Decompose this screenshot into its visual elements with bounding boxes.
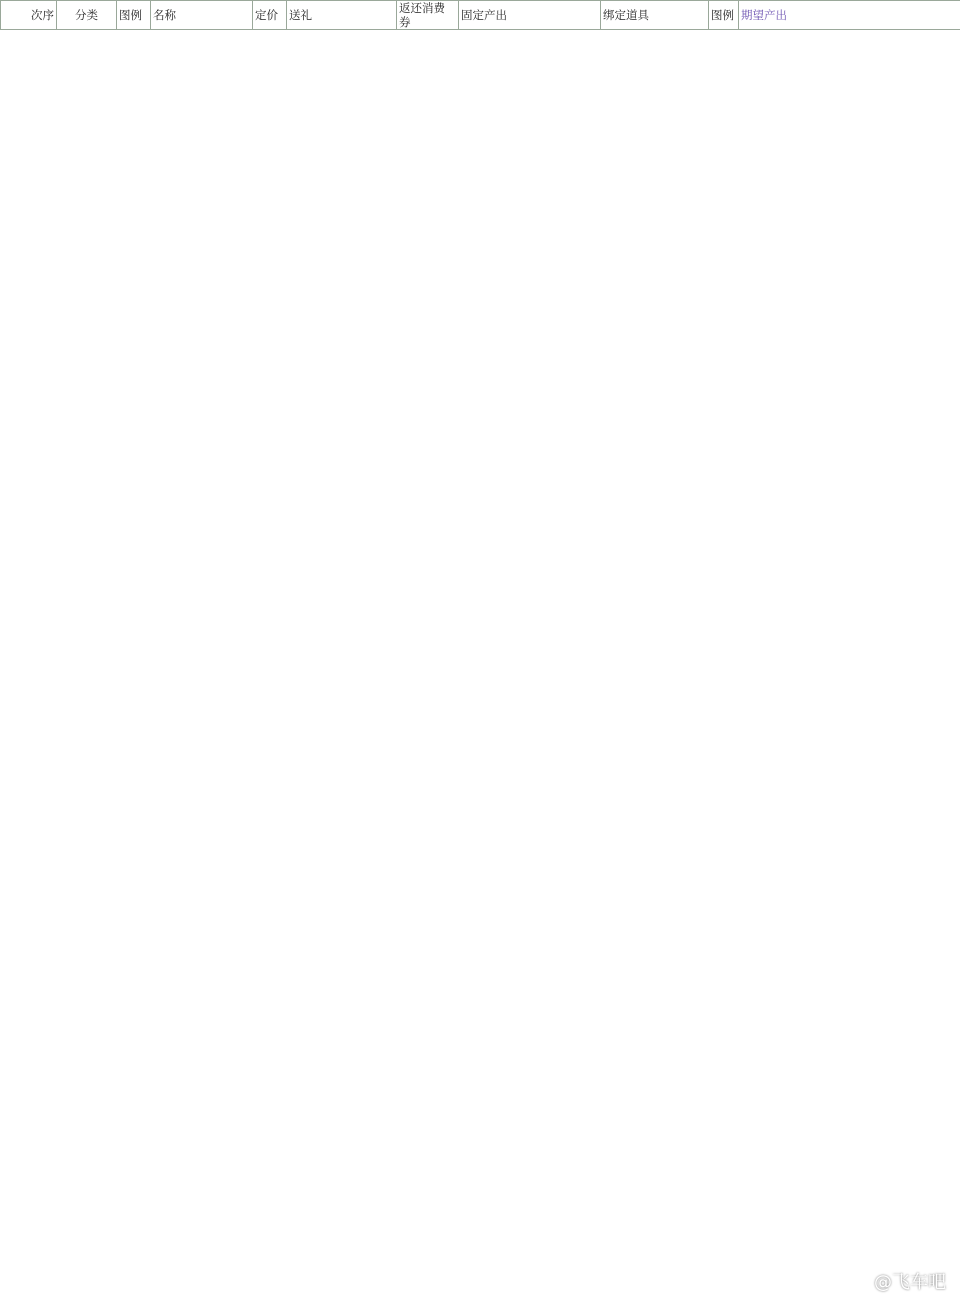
watermark: @飞车吧 bbox=[874, 1272, 946, 1293]
header-bound: 绑定道具 bbox=[601, 1, 709, 30]
header-gift: 送礼 bbox=[287, 1, 397, 30]
header-index: 次序 bbox=[1, 1, 57, 30]
header-price: 定价 bbox=[253, 1, 287, 30]
header-category: 分类 bbox=[57, 1, 117, 30]
item-table bbox=[0, 0, 960, 30]
header-fixed: 固定产出 bbox=[459, 1, 601, 30]
header-expected: 期望产出 bbox=[739, 1, 960, 30]
header-image: 图例 bbox=[117, 1, 151, 30]
header-name: 名称 bbox=[151, 1, 253, 30]
header-image2: 图例 bbox=[709, 1, 739, 30]
header-refund: 返还消费券 bbox=[397, 1, 459, 30]
header-row bbox=[1, 1, 960, 30]
